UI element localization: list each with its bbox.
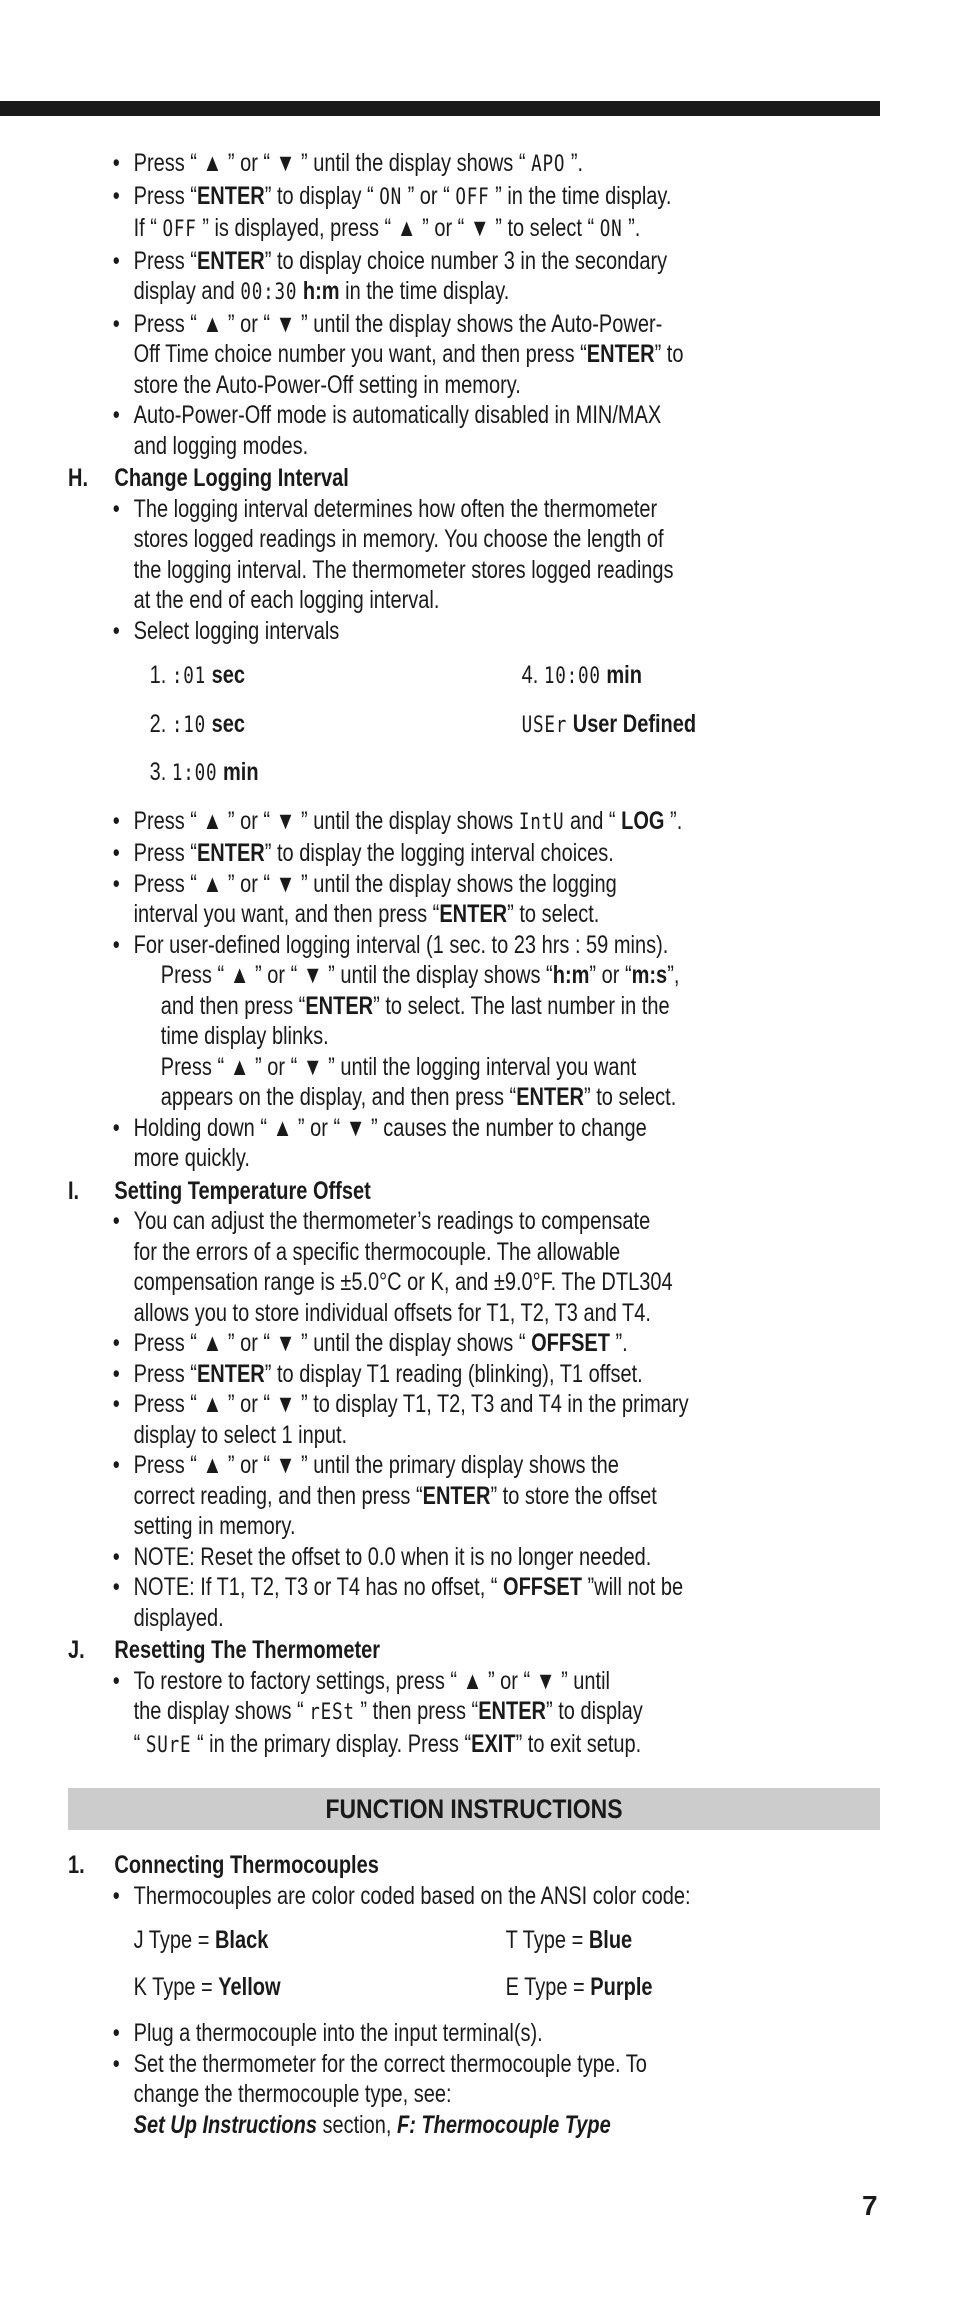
- interval-option: USEr User Defined: [521, 709, 697, 738]
- setup-continued: [68, 148, 880, 1761]
- interval-option: 1. :01 sec: [149, 661, 245, 689]
- header-rule: [0, 101, 880, 116]
- list-item: • Press “ ▲ ” or “ ▼ ” until the display shows the logging interval you want, and then press “ENTER” to select.: [134, 869, 880, 930]
- list-item: • Press “ ▲ ” or “ ▼ ” until the display shows “ OFFSET ”.: [134, 1328, 880, 1359]
- list-item: • Press “ENTER” to display T1 reading (blinking), T1 offset.: [134, 1359, 880, 1390]
- lcd-apo: APO: [531, 152, 566, 177]
- color-code: E Type = Purple: [505, 1972, 653, 2001]
- list-item: • Set the thermometer for the correct thermocouple type. To change the thermocouple type, see: Set Up Instructions section, F: Thermocouple Type: [134, 2049, 880, 2141]
- section-title: Connecting Thermocouples: [114, 1851, 379, 1879]
- list-item: • Press “ ▲ ” or “ ▼ ” until the primary display shows the correct reading, and then press “ENTER” to store the offset setting in memory.: [134, 1450, 880, 1542]
- section-title: Change Logging Interval: [114, 464, 349, 492]
- list-item: • Select logging intervals: [134, 616, 880, 647]
- section-1: [68, 1850, 880, 1881]
- list-item: • NOTE: Reset the offset to 0.0 when it is no longer needed.: [134, 1542, 880, 1573]
- interval-option: 4. 10:00 min: [521, 661, 642, 689]
- color-code-grid: [68, 1925, 880, 2002]
- section-label: 1.: [68, 1851, 85, 1879]
- list-item: • Auto-Power-Off mode is automatically disabled in MIN/MAX and logging modes.: [134, 400, 880, 461]
- interval-option: 3. 1:00 min: [149, 758, 259, 786]
- list-item: • Holding down “ ▲ ” or “ ▼ ” causes the number to change more quickly.: [134, 1113, 880, 1174]
- list-item: • NOTE: If T1, T2, T3 or T4 has no offset, “ OFFSET ”will not be displayed.: [134, 1572, 880, 1633]
- list-item: • Press “ ▲ ” or “ ▼ ” until the display shows IntU and “ LOG ”.: [134, 806, 880, 839]
- section-j: [68, 1635, 880, 1666]
- page-number: 7: [862, 2190, 878, 2221]
- list-item: • Press “ENTER” to display choice number 3 in the secondary display and 00:30 h:m in the time display.: [134, 246, 880, 309]
- section-label: J.: [68, 1636, 85, 1664]
- section-title: Setting Temperature Offset: [114, 1176, 371, 1205]
- list-item: • Press “ENTER” to display the logging interval choices.: [134, 838, 880, 869]
- list-item: • Press “ ▲ ” or “ ▼ ” to display T1, T2, T3 and T4 in the primary display to select 1 input.: [134, 1389, 880, 1450]
- list-item: • Press “ ▲ ” or “ ▼ ” until the display shows “ APO ”.: [134, 148, 880, 181]
- color-code: J Type = Black: [133, 1926, 269, 1954]
- function-instructions: [68, 1848, 880, 2140]
- section-i: [68, 1176, 880, 1207]
- section-label: I.: [68, 1176, 80, 1205]
- section-title: Resetting The Thermometer: [114, 1636, 381, 1664]
- list-item: • Plug a thermocouple into the input terminal(s).: [134, 2018, 880, 2049]
- list-item: • For user-defined logging interval (1 sec. to 23 hrs : 59 mins). Press “ ▲ ” or “ ▼ ” until the display shows “h:m” or “m:s”, and then press “ENTER” to select. The last number in the time display blinks. Press “ ▲ ” or “ ▼ ” until the logging interval you want appears on the display, and then press “ENTER” to select.: [134, 930, 880, 1113]
- interval-option: 2. :10 sec: [149, 709, 245, 738]
- list-item: • Thermocouples are color coded based on the ANSI color code:: [134, 1881, 880, 1912]
- color-code: T Type = Blue: [505, 1926, 633, 1954]
- banner-title: FUNCTION INSTRUCTIONS: [325, 1794, 623, 1824]
- section-banner: [68, 1788, 880, 1830]
- section-h: [68, 463, 880, 494]
- interval-grid: [68, 660, 880, 790]
- list-item: • Press “ENTER” to display “ ON ” or “ OFF ” in the time display. If “ OFF ” is displayed, press “ ▲ ” or “ ▼ ” to select “ ON ”.: [134, 181, 880, 246]
- section-label: H.: [68, 464, 88, 492]
- list-item: • You can adjust the thermometer’s readings to compensate for the errors of a specific thermocouple. The allowable compensation range is ±5.0°C or K, and ±9.0°F. The DTL304 allows you to store individual offsets for T1, T2, T3 and T4.: [134, 1206, 880, 1328]
- list-item: • The logging interval determines how often the thermometer stores logged readings in memory. You choose the length of the logging interval. The thermometer stores logged readings at the end of each logging interval.: [134, 494, 880, 616]
- apo-steps: [68, 148, 880, 461]
- list-item: • To restore to factory settings, press “ ▲ ” or “ ▼ ” until the display shows “ rESt ” then press “ENTER” to display “ SUrE “ in the primary display. Press “EXIT” to exit setup.: [134, 1666, 880, 1762]
- list-item: • Press “ ▲ ” or “ ▼ ” until the display shows the Auto-Power- Off Time choice number you want, and then press “ENTER” to store the Auto-Power-Off setting in memory.: [134, 309, 880, 401]
- color-code: K Type = Yellow: [133, 1972, 281, 2001]
